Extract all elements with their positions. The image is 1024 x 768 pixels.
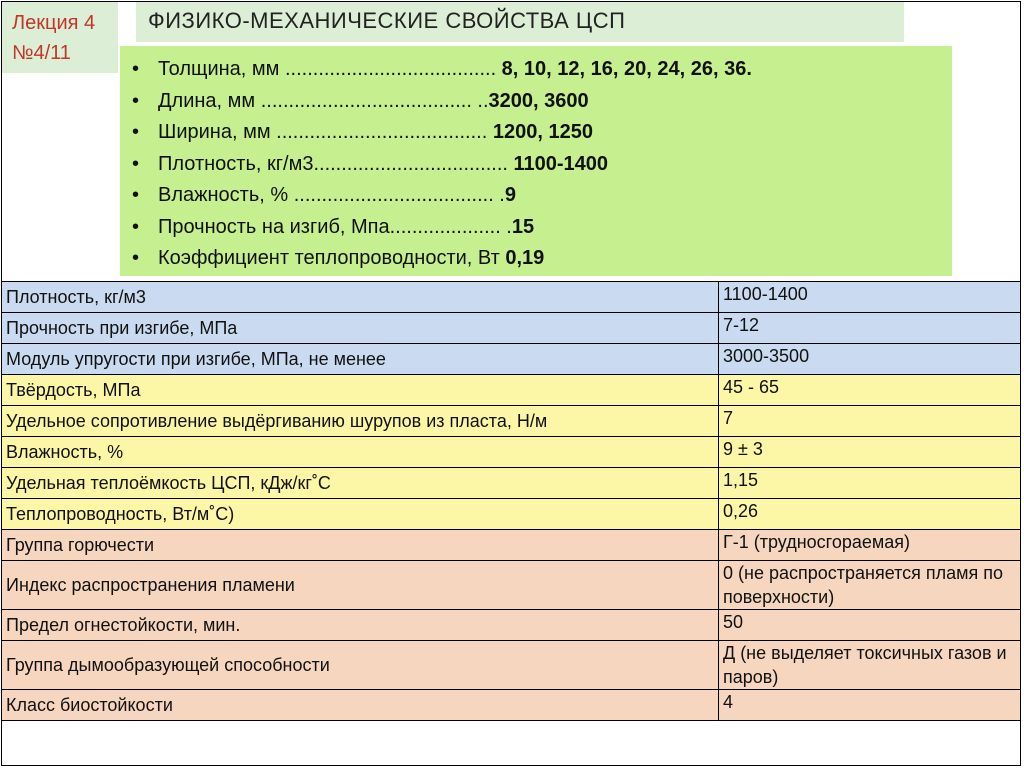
slide-title: ФИЗИКО-МЕХАНИЧЕСКИЕ СВОЙСТВА ЦСП — [136, 2, 904, 42]
summary-label: Прочность на изгиб, Мпа.................... . — [158, 215, 512, 238]
table-row — [2, 610, 1021, 641]
property-name: Удельная теплоёмкость ЦСП, кДж/кг˚С — [2, 468, 719, 499]
property-value: Д (не выделяет токсичных газов и паров) — [719, 641, 1021, 690]
summary-list — [120, 46, 952, 275]
table-row — [2, 375, 1021, 406]
bullet-icon: • — [132, 121, 140, 143]
summary-label: Влажность, % .................................... . — [158, 184, 505, 206]
properties-table — [1, 281, 1021, 721]
summary-label: Коэффициент теплопроводности, Вт — [158, 247, 506, 269]
table-row — [2, 282, 1021, 313]
bullet-icon: • — [132, 215, 140, 238]
property-value: 9 ± 3 — [719, 437, 1021, 468]
summary-item — [132, 180, 952, 212]
bullet-icon: • — [132, 58, 140, 80]
bullet-icon: • — [132, 184, 140, 206]
summary-value: 0,19 — [505, 247, 545, 269]
property-value: 0 (не распространяется пламя по поверхности) — [719, 561, 1021, 610]
table-row — [2, 530, 1021, 561]
bullet-icon: • — [132, 247, 140, 269]
property-value: 4 — [719, 690, 1021, 721]
summary-value: 1200, 1250 — [492, 121, 593, 143]
property-value: 7 — [719, 406, 1021, 437]
table-row — [2, 406, 1021, 437]
table-row — [2, 641, 1021, 690]
lecture-number: Лекция 4 — [12, 12, 96, 34]
summary-item — [132, 54, 952, 86]
bullet-icon: • — [132, 89, 140, 112]
property-value: 45 - 65 — [719, 375, 1021, 406]
property-name: Класс биостойкости — [2, 690, 719, 721]
summary-tail: . — [746, 58, 752, 80]
table-row — [2, 313, 1021, 344]
property-name: Модуль упругости при изгибе, МПа, не менее — [2, 344, 719, 375]
summary-label: Толщина, мм ...................................... — [158, 58, 497, 80]
summary-label: Ширина, мм ...................................... — [158, 121, 493, 143]
property-name: Плотность, кг/м3 — [2, 282, 719, 313]
summary-value: 3200, 3600 — [488, 89, 589, 112]
property-name: Предел огнестойкости, мин. — [2, 610, 719, 641]
table-row — [2, 344, 1021, 375]
property-name: Влажность, % — [2, 437, 719, 468]
property-name: Индекс распространения пламени — [2, 561, 719, 610]
summary-label: Плотность, кг/м3................................... — [158, 152, 514, 175]
bullet-icon: • — [132, 152, 140, 175]
table-row — [2, 437, 1021, 468]
property-name: Группа горючести — [2, 530, 719, 561]
summary-item — [132, 243, 952, 275]
property-value: 50 — [719, 610, 1021, 641]
property-value: 1,15 — [719, 468, 1021, 499]
summary-box — [120, 46, 952, 276]
property-value: Г-1 (трудносгораемая) — [719, 530, 1021, 561]
table-row — [2, 690, 1021, 721]
property-name: Группа дымообразующей способности — [2, 641, 719, 690]
summary-value: 9 — [504, 184, 516, 206]
table-row — [2, 468, 1021, 499]
table-row — [2, 561, 1021, 610]
property-value: 0,26 — [719, 499, 1021, 530]
slide-number: №4/11 — [12, 42, 71, 64]
table-row — [2, 499, 1021, 530]
property-name: Прочность при изгибе, МПа — [2, 313, 719, 344]
property-value: 3000-3500 — [719, 344, 1021, 375]
property-value: 7-12 — [719, 313, 1021, 344]
summary-item — [132, 86, 952, 118]
summary-item — [132, 212, 952, 244]
summary-item — [132, 117, 952, 149]
property-name: Твёрдость, МПа — [2, 375, 719, 406]
lecture-label — [2, 2, 118, 73]
summary-value: 1100-1400 — [513, 152, 609, 175]
summary-value: 15 — [511, 215, 535, 238]
property-name: Удельное сопротивление выдёргиванию шурупов из пласта, Н/м — [2, 406, 719, 437]
property-name: Теплопроводность, Вт/м˚С) — [2, 499, 719, 530]
summary-label: Длина, мм ...................................... .. — [158, 89, 489, 112]
summary-value: 8, 10, 12, 16, 20, 24, 26, 36 — [496, 58, 747, 80]
summary-item — [132, 149, 952, 181]
property-value: 1100-1400 — [719, 282, 1021, 313]
